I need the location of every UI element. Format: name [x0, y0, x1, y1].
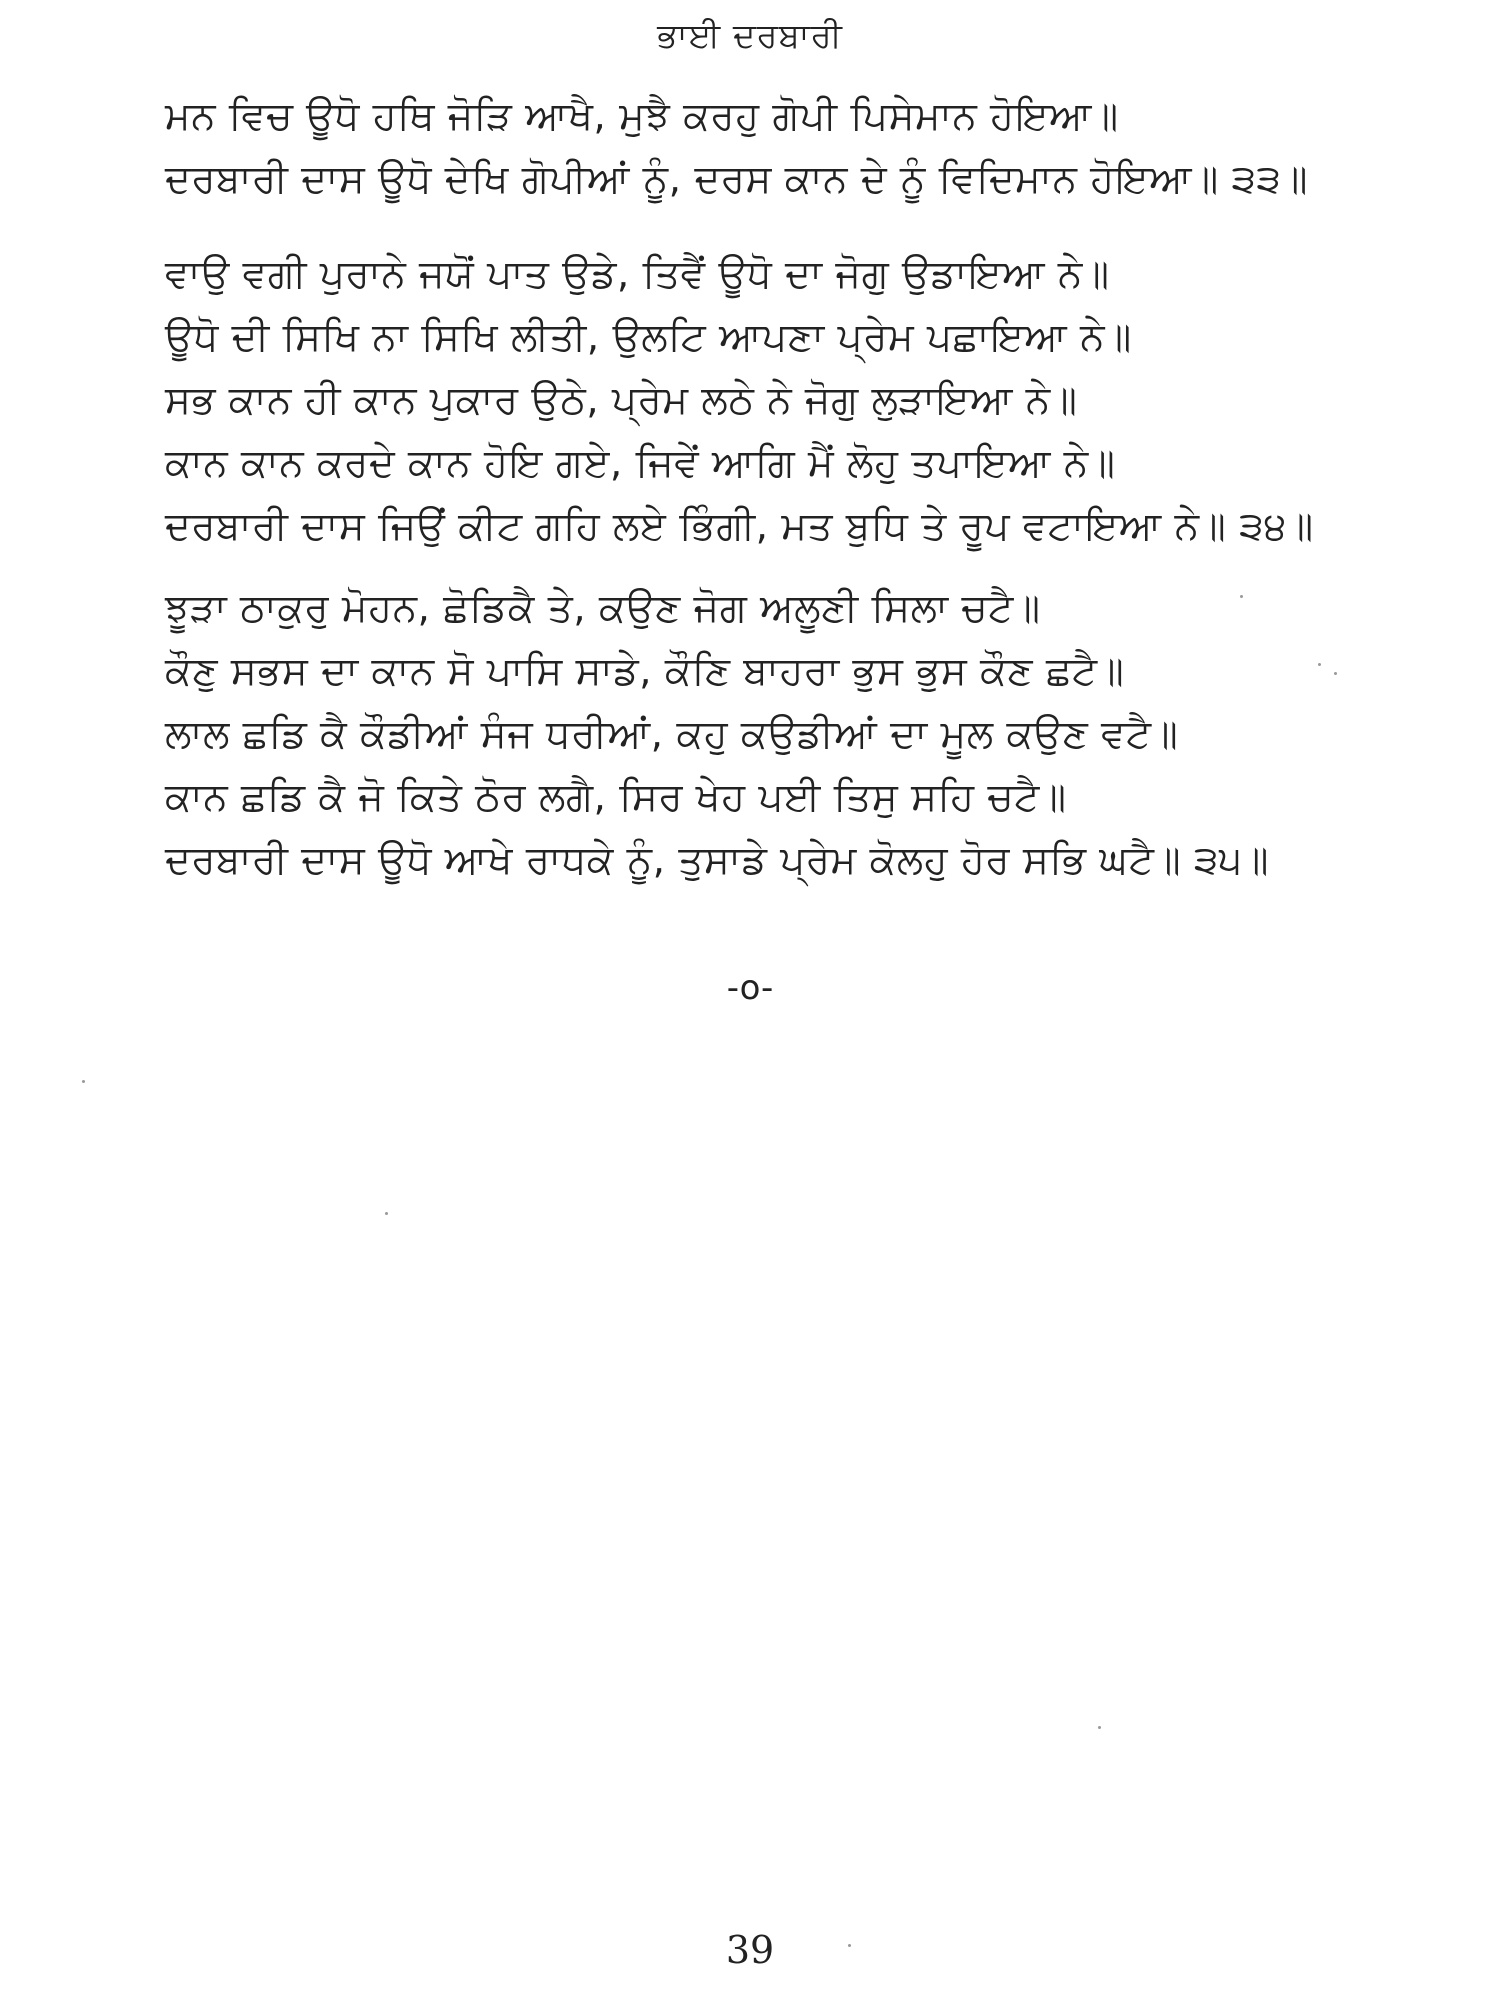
scan-speck: [82, 1080, 85, 1083]
stanza-33: [165, 85, 1385, 211]
verse-line: ਕਾਨ ਛਡਿ ਕੈ ਜੋ ਕਿਤੇ ਠੋਰ ਲਗੈ, ਸਿਰ ਖੇਹ ਪਈ ਤਿਸੁ ਸਹਿ ਚਟੈ॥: [165, 775, 1067, 820]
stanza-34: [165, 243, 1385, 558]
scan-speck: [1098, 1726, 1101, 1729]
verse-line: ਝੂੜਾ ਠਾਕੁਰੁ ਮੋਹਨ, ਛੋਡਿਕੈ ਤੇ, ਕਉਣ ਜੋਗ ਅਲੂਣੀ ਸਿਲਾ ਚਟੈ॥: [165, 586, 1041, 631]
scan-speck: [848, 1944, 851, 1947]
verse-line: ਸਭ ਕਾਨ ਹੀ ਕਾਨ ਪੁਕਾਰ ਉਠੇ, ਪ੍ਰੇਮ ਲਠੇ ਨੇ ਜੋਗੁ ਲੁੜਾਇਆ ਨੇ॥: [165, 378, 1078, 423]
verse-line: ਵਾਉ ਵਗੀ ਪੁਰਾਨੇ ਜਯੋਂ ਪਾਤ ਉਡੇ, ਤਿਵੈਂ ਊਧੋ ਦਾ ਜੋਗੁ ਉਡਾਇਆ ਨੇ॥: [165, 252, 1110, 297]
page-number: 39: [725, 1928, 775, 1972]
verse-line: ਕੌਣੁ ਸਭਸ ਦਾ ਕਾਨ ਸੋ ਪਾਸਿ ਸਾਡੇ, ਕੌਣਿ ਬਾਹਰਾ ਭੁਸ ਭੁਸ ਕੌਣ ਛਟੈ॥: [165, 649, 1125, 694]
verse-line: ਦਰਬਾਰੀ ਦਾਸ ਊਧੋ ਆਖੇ ਰਾਧਕੇ ਨੂੰ, ਤੁਸਾਡੇ ਪ੍ਰੇਮ ਕੋਲਹੁ ਹੋਰ ਸਭਿ ਘਟੈ॥ ੩੫॥: [165, 838, 1270, 883]
scan-speck: [385, 1212, 388, 1215]
scan-speck: [1334, 672, 1337, 675]
verse-line: ਲਾਲ ਛਡਿ ਕੈ ਕੌਡੀਆਂ ਸੰਜ ਧਰੀਆਂ, ਕਹੁ ਕਉਡੀਆਂ ਦਾ ਮੂਲ ਕਉਣ ਵਟੈ॥: [165, 712, 1179, 757]
scan-speck: [1318, 663, 1321, 666]
verse-line: ਦਰਬਾਰੀ ਦਾਸ ਜਿਉਂ ਕੀਟ ਗਹਿ ਲਏ ਭਿੰਗੀ, ਮਤ ਬੁਧਿ ਤੇ ਰੂਪ ਵਟਾਇਆ ਨੇ॥ ੩੪॥: [165, 504, 1314, 549]
verse-line: ਮਨ ਵਿਚ ਊਧੋ ਹਥਿ ਜੋੜਿ ਆਖੈ, ਮੁਝੈ ਕਰਹੁ ਗੋਪੀ ਪਿਸੇਮਾਨ ਹੋਇਆ॥: [165, 94, 1119, 139]
verse-line: ਊਧੋ ਦੀ ਸਿਖਿ ਨਾ ਸਿਖਿ ਲੀਤੀ, ਉਲਟਿ ਆਪਣਾ ਪ੍ਰੇਮ ਪਛਾਇਆ ਨੇ॥: [165, 315, 1132, 360]
stanza-35: [165, 577, 1385, 892]
verse-line: ਕਾਨ ਕਾਨ ਕਰਦੇ ਕਾਨ ਹੋਇ ਗਏ, ਜਿਵੇਂ ਆਗਿ ਮੈਂ ਲੋਹੁ ਤਪਾਇਆ ਨੇ॥: [165, 441, 1116, 486]
scan-speck: [1240, 595, 1243, 598]
running-header: ਭਾਈ ਦਰਬਾਰੀ: [657, 16, 843, 56]
section-separator: -o-: [726, 968, 774, 1008]
verse-line: ਦਰਬਾਰੀ ਦਾਸ ਊਧੋ ਦੇਖਿ ਗੋਪੀਆਂ ਨੂੰ, ਦਰਸ ਕਾਨ ਦੇ ਨੂੰ ਵਿਦਿਮਾਨ ਹੋਇਆ॥ ੩੩॥: [165, 157, 1308, 202]
